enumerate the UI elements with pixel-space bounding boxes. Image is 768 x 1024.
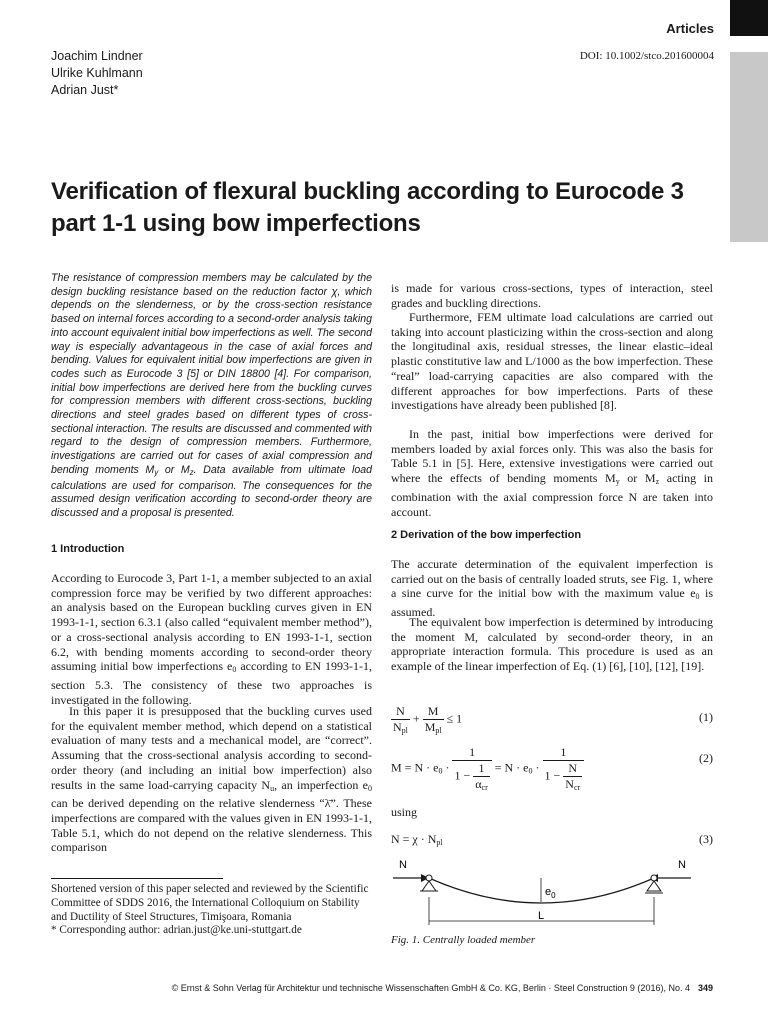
pin-support-left <box>426 875 432 881</box>
past-paragraph: In the past, initial bow imperfections were derived for members loaded by axial forces only. This was also the basis for Table 5.1 in [5]. Here, extensive investigations were carried out where the effects of bending moments $M_y$ or $M_z$ acting in combination with the axial compression force N are taken into account. <box>391 427 714 519</box>
footnote-shortened: Shortened version of this paper selected and reviewed by the Scientific Committee of SDDS 2016, the International Colloquium on Stability and Ductility of Steel Structures, Timişoara, Romania <box>51 883 369 923</box>
section-label: Articles <box>666 21 714 36</box>
pin-support-left-base <box>422 881 436 891</box>
doi[interactable]: DOI: 10.1002/stco.201600004 <box>579 50 714 62</box>
equation-3: $N = \chi \cdot N_{pl}$ (3) <box>391 832 713 847</box>
copyright-text: © Ernst & Sohn Verlag für Architektur und technische Wissenschaften GmbH & Co. KG, Berlin · Steel Construction 9 (2016), No. 4 <box>171 983 690 993</box>
right-column-continuation: is made for various cross-sections, types of interaction, steel grades and buckling directions. <box>391 281 713 310</box>
derivation-paragraph-1: The accurate determination of the equivalent imperfection is carried out on the basis of centrally loaded struts, see Fig. 1, where a sine curve for the initial bow with the maximum value $e_0$ is assumed. <box>391 557 713 620</box>
author-name: Adrian Just* <box>51 83 119 97</box>
author-name: Joachim Lindner <box>51 49 143 63</box>
article-title: Verification of flexural buckling according to Eurocode 3 part 1-1 using bow imperfections <box>51 178 684 237</box>
section-heading-introduction: 1 Introduction <box>51 543 125 555</box>
derivation-paragraph-2: The equivalent bow imperfection is determined by introducing the moment M, calculated by second-order theory, in an appropriate interaction formula. This procedure is used as an example of the linear imperfection of Eq. (1) [6], [10], [12], [19]. <box>391 615 713 674</box>
author-list <box>51 48 143 99</box>
section-heading-derivation: 2 Derivation of the bow imperfection <box>391 529 582 541</box>
centrally-loaded-member-figure <box>391 853 713 933</box>
intro-paragraph-2: In this paper it is presupposed that the buckling curves used for the equivalent member method, which depend on a statistical evaluation of many tests and a mechanical model, are “correct”. Assuming that the cross-sectional analysis according to second-order theory (and including an initial bow imperfection) also results in the same load-carrying capacity $N_u$, an imperfection $e_0$ can be derived depending on the relative slenderness “λ̄”. These imperfections are compared with the values given in EN 1993-1-1, Table 5.1, which do not depend on the relative slenderness. This comparison <box>51 704 372 855</box>
roller-support-right-base <box>647 881 661 891</box>
footnote-corresponding-author[interactable]: * Corresponding author: adrian.just@ke.uni-stuttgart.de <box>51 924 302 937</box>
equation-number: (1) <box>699 710 713 724</box>
footnotes <box>51 883 372 938</box>
fem-paragraph: Furthermore, FEM ultimate load calculations are carried out taking into account plasticizing within the cross-section and along the longitudinal axis, residual stresses, the linear elastic–ideal plastic constitutive law and L/1000 as the bow imperfection. These “real” load-carrying capacities are also compared with the different approaches for bow imperfections. Parts of these investigations have already been published [8]. <box>391 310 713 413</box>
axial-force-label-left: N <box>399 859 407 871</box>
axial-force-label-right: N <box>678 859 686 871</box>
length-label: L <box>538 910 545 922</box>
page-number: 349 <box>697 983 713 993</box>
equation-1: $\frac{N}{N_{pl}}$ + $\frac{M}{M_{pl}}$ ≤ 1 (1) <box>393 704 713 735</box>
equation-2: $M = N \cdot e_0$ · 1 1 − $\frac{1}{\alpha_{cr}}$ = $N \cdot e_0$ · 1 1 − $\frac{N}{N_{cr}}$ (2) <box>391 745 713 792</box>
equation-number: (3) <box>699 832 713 846</box>
equation-number: (2) <box>699 751 713 765</box>
imperfection-label: $e_0$ <box>545 886 556 900</box>
footnote-divider <box>51 878 223 879</box>
author-name: Ulrike Kuhlmann <box>51 66 143 80</box>
abstract: The resistance of compression members may be calculated by the design buckling resistance based on the reduction factor χ, which depends on the slenderness, or by the cross-section resistance based on internal forces according to a second-order analysis taking into account equivalent initial bow imperfections as well. The second way is especially advantageous in the case of axial forces and bending. Values for equivalent initial bow imperfections are given in codes such as Eurocode 3 [5] or DIN 18800 [4]. For comparison, initial bow imperfections are derived here from the buckling curves for compression members with different cross-sections, buckling directions and steel grades based on different types of cross-sectional interaction. The results are discussed and commented with regard to the design of compression members. Furthermore, investigations are carried out for cases of axial compression and bending moments $M_y$ or $M_z$. Data available from ultimate load calculations are used for comparison. The consequences for the assumed design verification according to second-order theory are discussed and a proposal is presented. <box>51 272 372 519</box>
figure-caption: Fig. 1. Centrally loaded member <box>391 934 536 946</box>
intro-paragraph-1: According to Eurocode 3, Part 1-1, a member subjected to an axial compression force may be verified by two different approaches: an analysis based on the European buckling curves given in EN 1993-1-1, section 6.3.1 (also called “equivalent member method”), or a cross-sectional analysis according to EN 1993-1-1, section 6.2, with bending moments according to second-order theory assuming initial bow imperfections $e_0$ according to EN 1993-1-1, section 5.3. The consistency of these two approaches is investigated in the following. <box>51 571 372 707</box>
bowed-member-curve <box>429 878 654 903</box>
using-text: using <box>391 805 418 819</box>
header-grey-tab <box>730 52 768 242</box>
roller-support-right <box>651 875 657 881</box>
header-black-tab <box>730 0 768 36</box>
page-footer <box>0 983 713 993</box>
